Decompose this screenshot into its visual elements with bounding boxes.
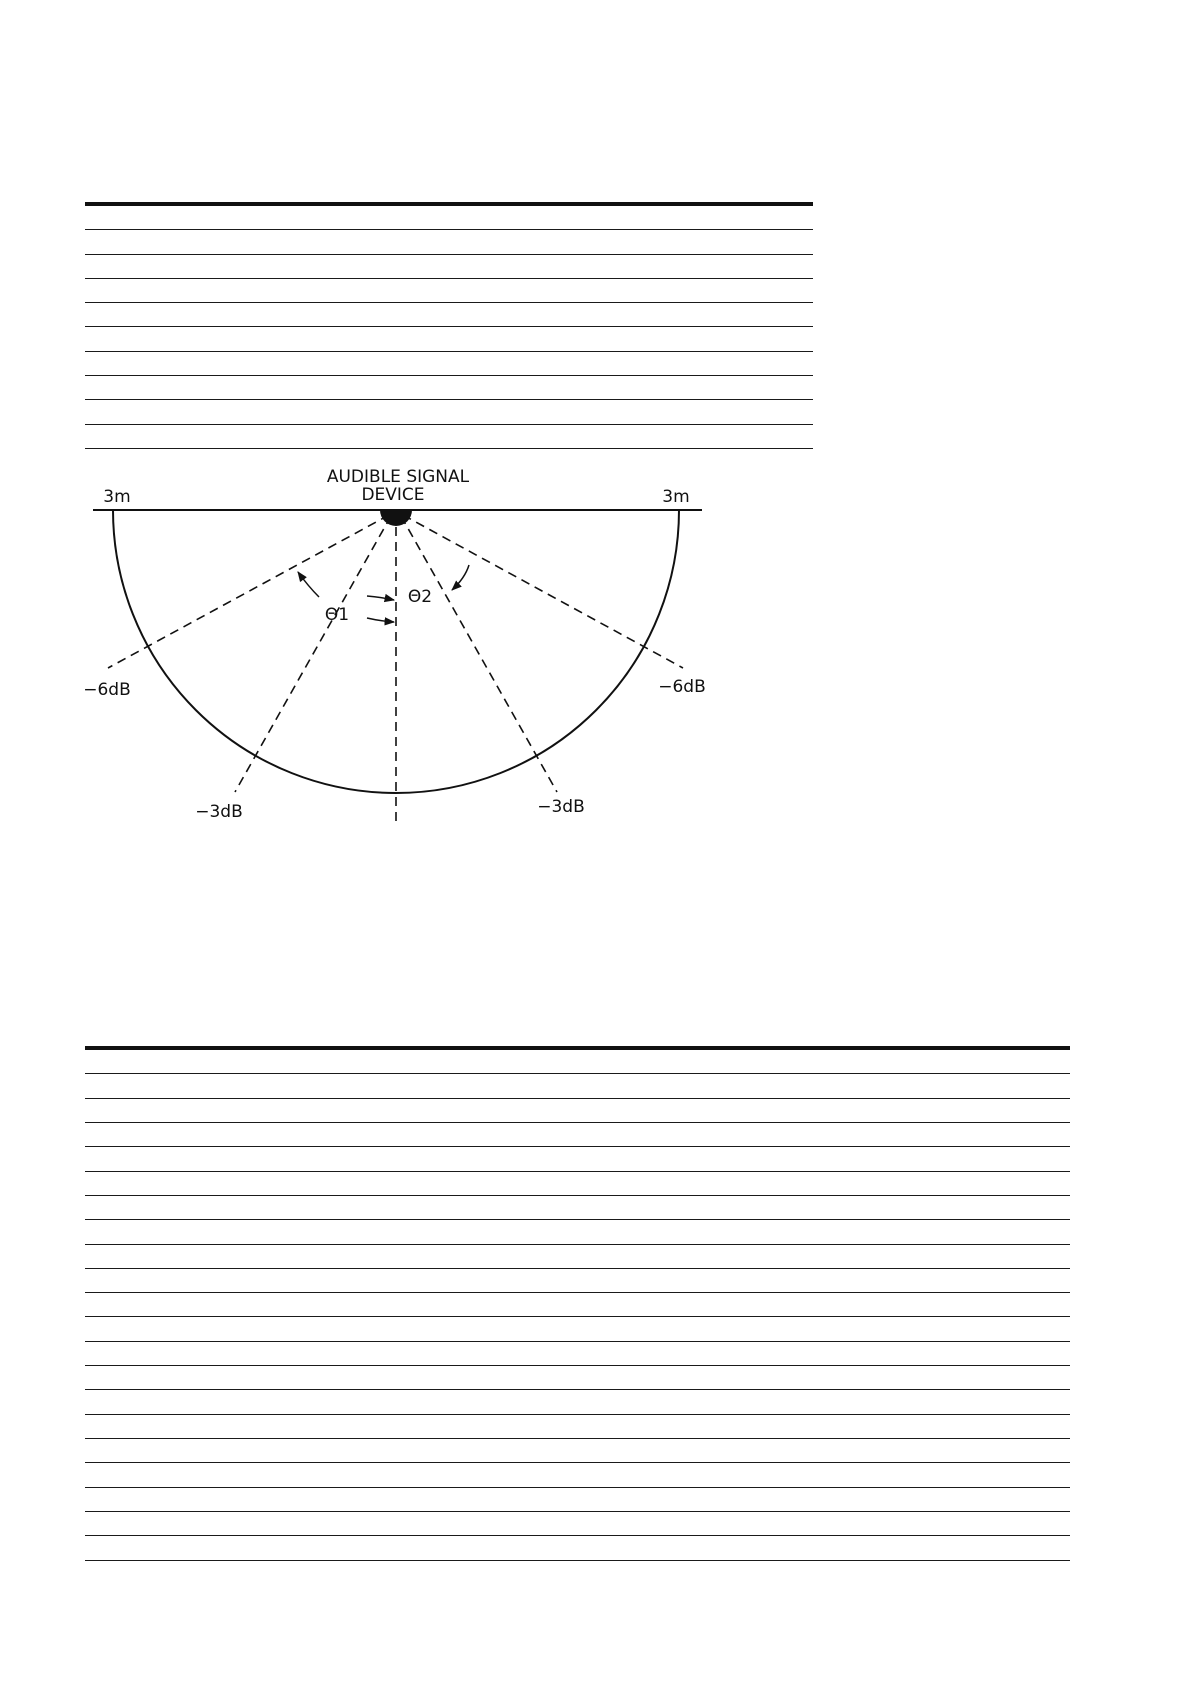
table-row xyxy=(85,1366,1070,1390)
table-row xyxy=(85,1220,1070,1244)
theta1-arrow-outer xyxy=(298,572,319,597)
theta2-arrow-outer xyxy=(452,565,469,590)
table-row xyxy=(85,1245,1070,1269)
minus-6db-left-line xyxy=(108,515,389,668)
theta2-arrow-axis xyxy=(367,596,394,600)
device-label-line1: AUDIBLE SIGNAL xyxy=(326,467,470,487)
theta1-label: Θ1 xyxy=(324,605,350,625)
minus-6db-right-line xyxy=(403,515,683,668)
theta1-arrow-inner xyxy=(367,618,394,622)
radius-label-left: 3m xyxy=(103,487,131,507)
table-row xyxy=(85,1390,1070,1414)
ruled-table-bottom xyxy=(85,1046,1070,1561)
minus-6db-left-label: −6dB xyxy=(83,680,131,700)
table-row xyxy=(85,1099,1070,1123)
minus-6db-right-label: −6dB xyxy=(658,677,706,697)
table-row xyxy=(85,1536,1070,1560)
device-label-line2: DEVICE xyxy=(361,485,425,505)
table-row xyxy=(85,1342,1070,1366)
table-row xyxy=(85,1512,1070,1536)
theta2-label: Θ2 xyxy=(407,587,433,607)
table-row xyxy=(85,1439,1070,1463)
table-row xyxy=(85,1488,1070,1512)
table-row xyxy=(85,1415,1070,1439)
table-row xyxy=(85,1463,1070,1487)
minus-3db-left-label: −3dB xyxy=(195,802,243,822)
minus-3db-right-line xyxy=(401,516,557,792)
table-row xyxy=(85,1050,1070,1074)
radius-label-right: 3m xyxy=(662,487,690,507)
table-row xyxy=(85,1317,1070,1341)
minus-3db-right-label: −3dB xyxy=(537,797,585,817)
table-row xyxy=(85,1147,1070,1171)
minus-3db-left-line xyxy=(235,516,391,792)
table-row xyxy=(85,1123,1070,1147)
table-row xyxy=(85,1172,1070,1196)
table-row xyxy=(85,1293,1070,1317)
table-row xyxy=(85,1196,1070,1220)
table-row xyxy=(85,1269,1070,1293)
audible-signal-device-icon xyxy=(380,510,412,526)
table-row xyxy=(85,1074,1070,1098)
